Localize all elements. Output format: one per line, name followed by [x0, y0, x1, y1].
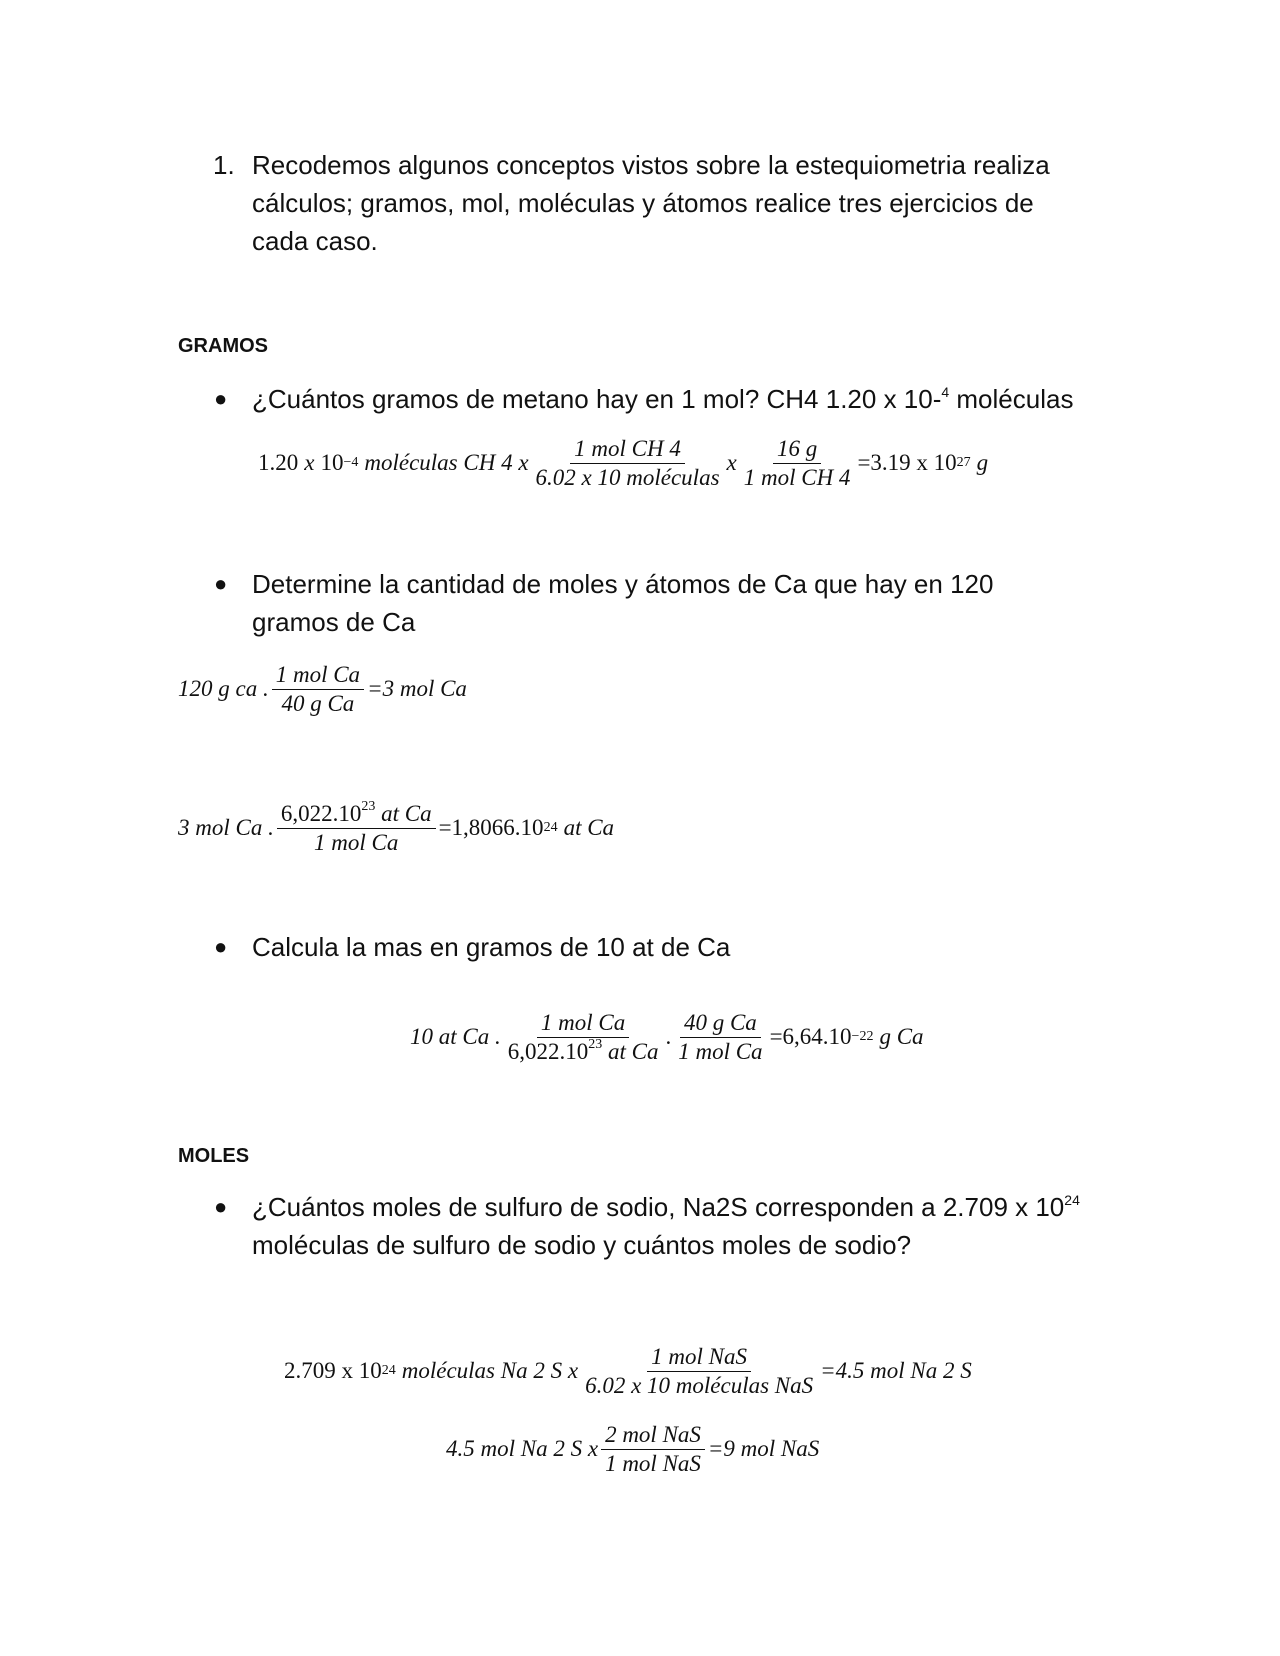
eq-result: =1,8066.10 — [438, 815, 544, 840]
intro-line-2: cálculos; gramos, mol, moléculas y átomos realice tres ejercicios de — [252, 188, 1034, 218]
fraction-numerator: 1 mol NaS — [647, 1343, 751, 1372]
fraction-numerator — [277, 800, 436, 829]
section-heading-gramos: GRAMOS — [178, 335, 268, 357]
fraction-denominator: 6.02 x 10 moléculas NaS — [585, 1372, 814, 1398]
eq-exponent: 23 — [361, 798, 376, 814]
fraction — [601, 1421, 705, 1478]
eq-result: =9 mol NaS — [707, 1436, 820, 1461]
bullet-icon: ● — [214, 571, 228, 596]
intro-line-3: cada caso. — [252, 226, 378, 256]
fraction-numerator: 1 mol Ca — [272, 661, 364, 690]
equation-sulfuro-sodio — [446, 1418, 819, 1480]
list-number: 1. — [213, 150, 235, 180]
eq-term: 10 — [320, 450, 344, 475]
eq-term: 1.20 — [258, 450, 299, 475]
fraction-numerator: 1 mol Ca — [537, 1009, 629, 1038]
question-sulfuro-exponent: 24 — [1064, 1192, 1080, 1208]
eq-term: moléculas Na 2 S x — [401, 1358, 579, 1383]
question-sulfuro-line-1 — [252, 1188, 1080, 1226]
eq-term: x — [726, 450, 737, 475]
question-metano-text: ¿Cuántos gramos de metano hay en 1 mol? CH4 1.20 x 10- — [252, 384, 942, 414]
fraction-numerator: 2 mol NaS — [601, 1421, 705, 1450]
fraction-denominator: 40 g Ca — [281, 690, 355, 716]
fraction-denominator: 1 mol Ca — [314, 829, 399, 855]
eq-exponent: 23 — [588, 1036, 603, 1052]
fraction — [277, 800, 436, 857]
fraction-denominator: 1 mol CH 4 — [743, 464, 851, 490]
equation-masa: 10 at Ca . $\frac{\text{1 mol Ca}}{6,022.10^{23} at Ca}$ . $\frac{\text{40 g Ca}}{\text{1 mol Ca}}$ =6,64.10 −22 g Ca — [410, 1009, 924, 1064]
fraction — [504, 1009, 663, 1066]
eq-term: 2.709 x 10 — [284, 1358, 382, 1383]
fraction-denominator: 1 mol NaS — [605, 1450, 701, 1476]
intro-line-1: Recodemos algunos conceptos vistos sobre la estequiometria realiza — [252, 150, 1050, 180]
eq-term: 3 mol Ca . — [178, 815, 274, 840]
eq-term: 4.5 mol Na 2 S x — [446, 1436, 599, 1461]
equation-calcio-atomos: 3 mol Ca . $\frac{6,022.10^{23} at Ca}{\text{1 mol Ca}}$ =1,8066.10 24 at Ca — [178, 798, 615, 855]
fraction-numerator: 16 g — [773, 435, 821, 464]
fraction-denominator — [504, 1038, 663, 1066]
eq-result: =3 mol Ca — [367, 676, 467, 701]
question-sulfuro-text: ¿Cuántos moles de sulfuro de sodio, Na2S corresponden a 2.709 x 10 — [252, 1192, 1065, 1222]
eq-result: 3.19 x 10 — [870, 450, 957, 475]
fraction-numerator: 40 g Ca — [680, 1009, 761, 1038]
question-masa: Calcula la mas en gramos de 10 at de Ca — [252, 932, 731, 962]
eq-term: . — [665, 1024, 672, 1049]
question-calcio-line-1: Determine la cantidad de moles y átomos de Ca que hay en 120 — [252, 569, 994, 599]
eq-term: 6,022.10 — [280, 800, 362, 826]
question-calcio-line-2: gramos de Ca — [252, 607, 416, 637]
eq-term: 10 at Ca . — [410, 1024, 501, 1049]
eq-result: =6,64.10 — [769, 1024, 852, 1049]
fraction — [581, 1343, 817, 1400]
equation-sulfuro-moles: 2.709 x 10 24 moléculas Na 2 S x $\frac{\text{1 mol NaS}}{\text{6.02 x 10 moléculas NaS}}$ =4.5 mol Na 2 S — [284, 1343, 972, 1398]
eq-term: x — [304, 450, 315, 475]
eq-term: 120 g ca . — [178, 676, 269, 701]
fraction — [272, 661, 364, 718]
eq-term: moléculas CH 4 x — [364, 450, 529, 475]
eq-term: 6,022.10 — [507, 1038, 589, 1064]
eq-unit: g Ca — [879, 1024, 924, 1049]
eq-equals: = — [857, 450, 871, 475]
question-metano-tail: moléculas — [949, 384, 1074, 414]
eq-unit: g — [976, 450, 989, 475]
equation-calcio-moles — [178, 658, 467, 720]
section-heading-moles: MOLES — [178, 1145, 250, 1167]
eq-term: at Ca — [607, 1038, 659, 1064]
fraction-denominator: 6.02 x 10 moléculas — [535, 464, 720, 490]
eq-unit: at Ca — [563, 815, 615, 840]
fraction-numerator: 1 mol CH 4 — [570, 435, 685, 464]
eq-term: at Ca — [381, 800, 432, 826]
eq-result: =4.5 mol Na 2 S — [820, 1358, 972, 1383]
fraction — [674, 1009, 766, 1066]
fraction-denominator: 1 mol Ca — [678, 1038, 763, 1064]
bullet-icon: ● — [214, 1194, 228, 1219]
question-metano-exponent: 4 — [941, 384, 950, 400]
fraction — [740, 435, 855, 492]
bullet-icon: ● — [214, 934, 228, 959]
fraction — [532, 435, 724, 492]
equation-metano: 1.20 x 10 −4 moléculas CH 4 x $\frac{\text{1 mol CH 4}}{\text{6.02 x 10 moléculas}}$ x $\frac{16 g}{\text{1 mol CH 4}}$ = 3.19 x 10 27 g — [258, 435, 989, 490]
question-sulfuro-line-2: moléculas de sulfuro de sodio y cuántos moles de sodio? — [252, 1230, 912, 1260]
bullet-icon: ● — [214, 386, 228, 411]
question-metano — [252, 380, 1073, 418]
